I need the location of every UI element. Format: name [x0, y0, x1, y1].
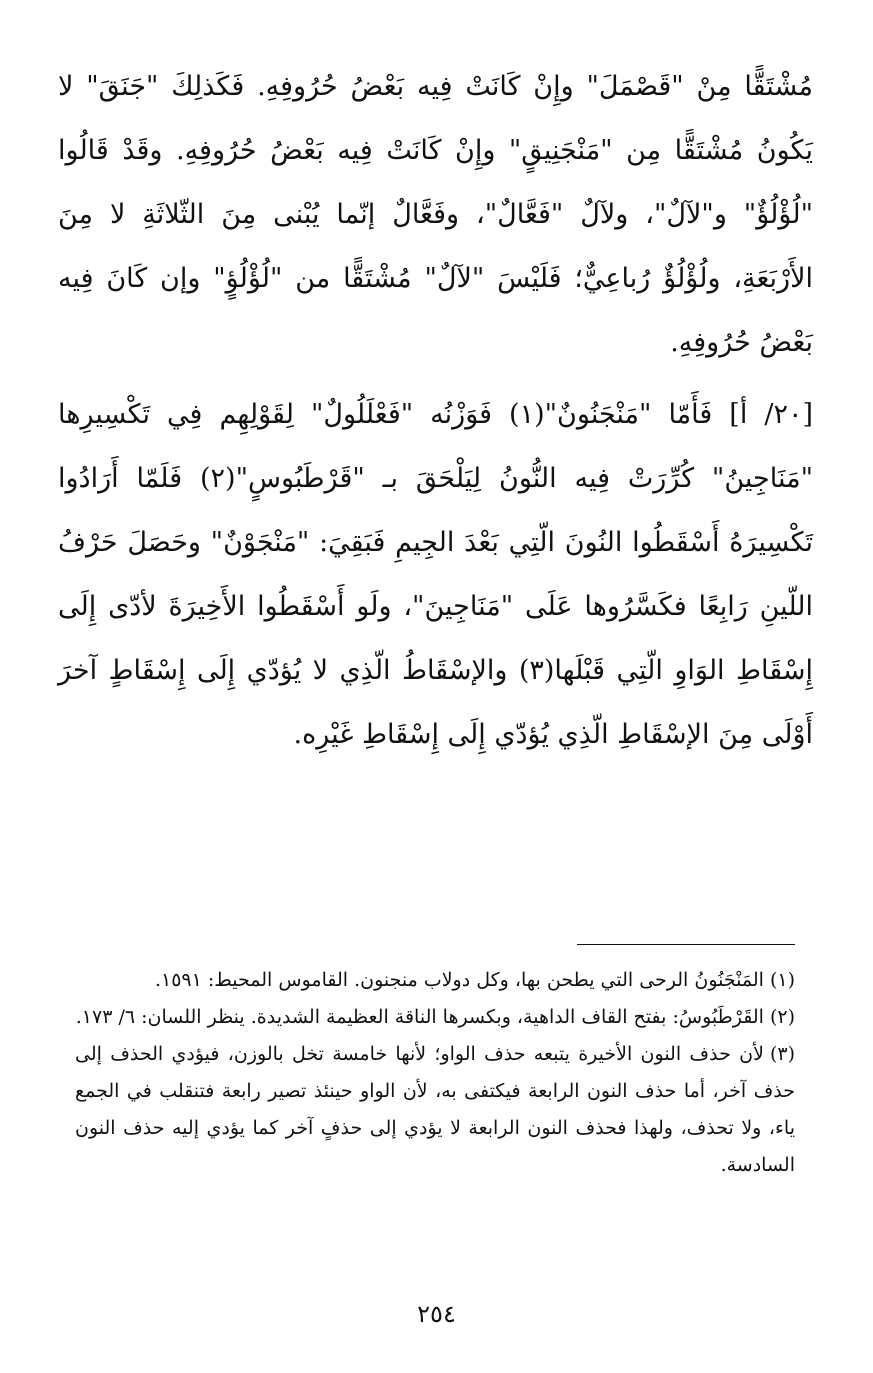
main-text	[58, 55, 813, 767]
footnote-number: (٣)	[769, 1043, 795, 1065]
paragraph-2: [٢٠/ أ] فَأَمّا "مَنْجَنُونٌ"(١) فَوَزْنُه "فَعْلَلُولٌ" لِقَوْلِهِم فِي تَكْسِيرِها "مَنَاجِينُ" كُرِّرَتْ فِيه النُّونُ لِيَلْحَقَ بـ "قَرْطَبُوسٍ"(٢) فَلَمّا أَرَادُوا تَكْسِيرَهُ أَسْقَطُوا النُونَ الّتِي بَعْدَ الجِيمِ فَبَقِيَ: "مَنْجَوْنٌ" وحَصَلَ حَرْفُ اللّينِ رَابِعًا فكَسَّرُوها عَلَى "مَنَاجِينَ"، ولَو أَسْقَطُوا الأَخِيرَةَ لأدّى إِلَى إِسْقَاطِ الوَاوِ الّتِي قَبْلَها(٣) والإسْقَاطُ الّذِي لا يُؤدّي إِلَى إِسْقَاطٍ آخرَ أَوْلَى مِنَ الإسْقَاطِ الّذِي يُؤدّي إِلَى إِسْقَاطِ غَيْرِه.	[58, 399, 813, 750]
footnote-separator	[577, 944, 795, 945]
footnote-text: القَرْطَبُوسُ: بفتح القاف الداهية، وبكسرها الناقة العظيمة الشديدة. ينظر اللسان: ٦/ ١٧٣.	[75, 1006, 764, 1028]
page-number: ٢٥٤	[417, 1300, 456, 1328]
footnote-text: لأن حذف النون الأخيرة يتبعه حذف الواو؛ لأنها خامسة تخل بالوزن، فيؤدي الحذف إلى حذف آخر، أما حذف النون الرابعة فيكتفى به، لأن الواو حينئذ تصير رابعة فتنقلب في الجمع ياء، ولا تحذف، ولهذا فحذف النون الرابعة لا يؤدي إلى حذفٍ آخر كما يؤدي إليه حذف النون السادسة.	[75, 1043, 795, 1176]
footnotes	[75, 962, 795, 1184]
footnote-text: المَنْجَنُونُ الرحى التي يطحن بها، وكل دولاب منجنون. القاموس المحيط: ١٥٩١.	[154, 969, 764, 991]
footnote-number: (٢)	[769, 1006, 795, 1028]
paragraph-1: مُشْتَقًّا مِنْ "قَصْمَلَ" وإِنْ كَانَتْ فِيه بَعْضُ حُرُوفِهِ. فَكَذلِكَ "جَنَقَ" لا يَكُونُ مُشْتَقًّا مِن "مَنْجَنِيقٍ" وإِنْ كَانَتْ فِيه بَعْضُ حُرُوفِهِ. وقَدْ قَالُوا "لُؤْلُؤٌ" و"لآلٌ"، ولآلٌ "فَعَّالٌ"، وفَعَّالٌ إنّما يُبْنى مِنَ الثّلاثَةِ لا مِنَ الأَرْبَعَةِ، ولُؤْلُؤٌ رُباعِيٌّ؛ فَلَيْسَ "لآلٌ" مُشْتَقًّا من "لُؤْلُؤٍ" وإن كَانَ فِيه بَعْضُ حُرُوفِهِ.	[58, 71, 813, 358]
footnote-1	[75, 962, 795, 999]
footnote-3	[75, 1036, 795, 1184]
footnote-number: (١)	[769, 969, 795, 991]
footnote-2	[75, 999, 795, 1036]
